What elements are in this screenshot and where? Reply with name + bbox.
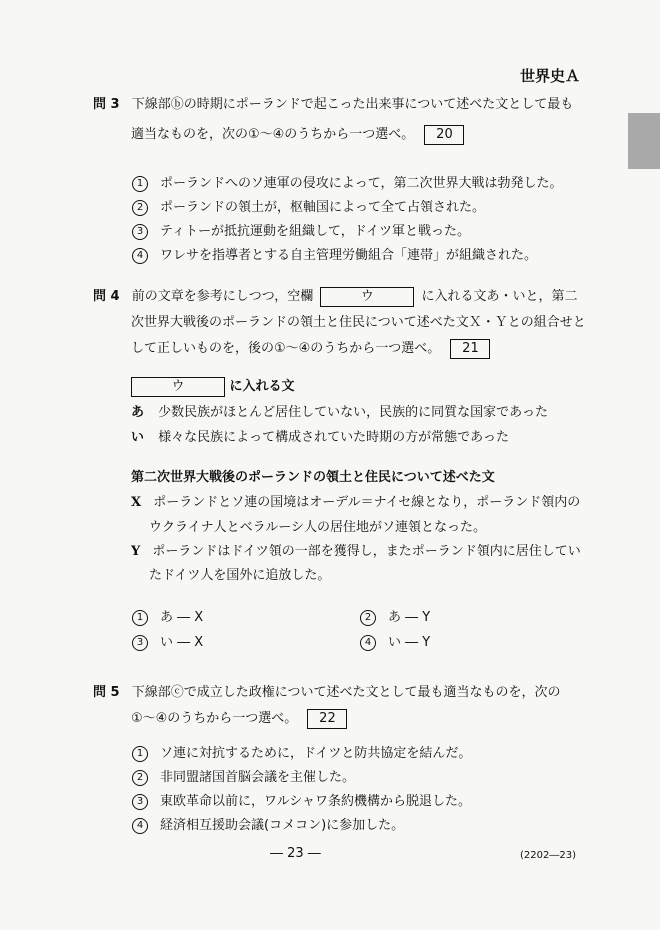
q4-text1b: に入れる文あ・いと，第二 xyxy=(421,289,578,304)
statement-x-text1: ポーランドとソ連の国境はオーデル＝ナイセ線となり，ポーランド領内の xyxy=(153,495,581,510)
circled-number: 3 xyxy=(132,635,148,651)
circled-number: 4 xyxy=(360,635,376,651)
circled-number: 1 xyxy=(132,610,148,626)
q4-option-2 xyxy=(359,606,430,630)
choice-text: 経済相互援助会議(コメコン)に参加した。 xyxy=(160,818,405,833)
answer-box-22: 22 xyxy=(307,709,347,729)
option-text: い ― X xyxy=(160,635,204,650)
statement-i-label: い xyxy=(131,430,145,445)
q3-label: 問 3 xyxy=(93,97,120,112)
q5-choice-3 xyxy=(131,790,471,814)
choice-text: ソ連に対抗するために，ドイツと防共協定を結んだ。 xyxy=(160,746,472,761)
page-number: ― 23 ― xyxy=(270,846,321,861)
statement-i xyxy=(131,425,509,451)
index-tab xyxy=(628,113,660,169)
statement-a-text: 少数民族がほとんど居住していない，民族的に同質な国家であった xyxy=(158,405,549,420)
q4-label: 問 4 xyxy=(93,289,120,304)
blank-u-box-2: ウ xyxy=(131,377,225,397)
q3-choice-2 xyxy=(131,196,562,220)
statement-x-line2: ウクライナ人とベラルーシ人の居住地がソ連領となった。 xyxy=(149,520,486,535)
circled-number: 3 xyxy=(132,794,148,810)
statement-y-line2: たドイツ人を国外に追放した。 xyxy=(149,568,331,583)
circled-number: 2 xyxy=(360,610,376,626)
q4-line1 xyxy=(93,284,578,310)
option-text: あ ― X xyxy=(160,610,204,625)
blank-u-heading xyxy=(131,374,295,400)
answer-box-21: 21 xyxy=(450,339,490,359)
statement-y-line1 xyxy=(131,539,581,565)
blank-u-box: ウ xyxy=(320,287,414,307)
q3-text2: 適当なものを，次の①～④のうちから一つ選べ。 xyxy=(131,127,415,142)
q3-choice-1 xyxy=(131,172,562,196)
answer-box-20: 20 xyxy=(424,125,464,145)
blank-heading-text: に入れる文 xyxy=(229,379,295,394)
q4-line2: 次世界大戦後のポーランドの領土と住民について述べた文Ｘ・Ｙとの組合せと xyxy=(131,315,586,330)
circled-number: 2 xyxy=(132,770,148,786)
q3-choice-3 xyxy=(131,220,562,244)
statement-y-label: Y xyxy=(131,544,141,559)
q5-text2: ①～④のうちから一つ選べ。 xyxy=(131,711,298,726)
statement-x-line1 xyxy=(131,490,580,516)
statement-i-text: 様々な民族によって構成されていた時期の方が常態であった xyxy=(158,430,510,445)
choice-text: ポーランドへのソ連軍の侵攻によって，第二次世界大戦は勃発した。 xyxy=(160,176,563,191)
choice-text: 非同盟諸国首脳会議を主催した。 xyxy=(160,770,356,785)
choice-text: ティトーが抵抗運動を組織して，ドイツ軍と戦った。 xyxy=(160,224,471,239)
q5-choices xyxy=(131,742,471,838)
q3-choice-4 xyxy=(131,244,562,268)
q5-line1 xyxy=(93,680,560,706)
statement-x-label: X xyxy=(131,495,142,510)
exam-code: (2202―23) xyxy=(520,850,576,861)
circled-number: 1 xyxy=(132,176,148,192)
statement-y-text1: ポーランドはドイツ領の一部を獲得し，またポーランド領内に居住してい xyxy=(152,544,581,559)
q3-line1 xyxy=(93,92,573,118)
choice-text: ポーランドの領土が，枢軸国によって全て占領された。 xyxy=(160,200,486,215)
q3-text1: 下線部ⓑの時期にポーランドで起こった出来事について述べた文として最も xyxy=(131,97,574,112)
subject-title: 世界史Ａ xyxy=(519,67,580,85)
circled-number: 1 xyxy=(132,746,148,762)
q5-choice-2 xyxy=(131,766,471,790)
q4-text3: して正しいものを，後の①～④のうちから一つ選べ。 xyxy=(131,341,441,356)
q5-label: 問 5 xyxy=(93,685,120,700)
q5-text1: 下線部ⓒで成立した政権について述べた文として最も適当なものを，次の xyxy=(131,685,561,700)
statement-a xyxy=(131,400,548,426)
option-text: あ ― Y xyxy=(388,610,431,625)
choice-text: ワレサを指導者とする自主管理労働組合「連帯」が組織された。 xyxy=(160,248,538,263)
choice-text: 東欧革命以前に，ワルシャワ条約機構から脱退した。 xyxy=(160,794,472,809)
option-text: い ― Y xyxy=(388,635,431,650)
section-heading: 第二次世界大戦後のポーランドの領土と住民について述べた文 xyxy=(131,470,495,485)
q4-line3 xyxy=(131,336,490,362)
statement-a-label: あ xyxy=(131,405,145,420)
q4-option-3 xyxy=(131,631,203,655)
circled-number: 4 xyxy=(132,248,148,264)
q3-line2 xyxy=(131,122,464,148)
q4-option-1 xyxy=(131,606,203,630)
q3-choices xyxy=(131,172,562,268)
q4-text1a: 前の文章を参考にしつつ，空欄 xyxy=(131,289,314,304)
circled-number: 3 xyxy=(132,224,148,240)
q5-choice-1 xyxy=(131,742,471,766)
q4-option-4 xyxy=(359,631,430,655)
q5-choice-4 xyxy=(131,814,471,838)
circled-number: 2 xyxy=(132,200,148,216)
q5-line2 xyxy=(131,706,347,732)
circled-number: 4 xyxy=(132,818,148,834)
